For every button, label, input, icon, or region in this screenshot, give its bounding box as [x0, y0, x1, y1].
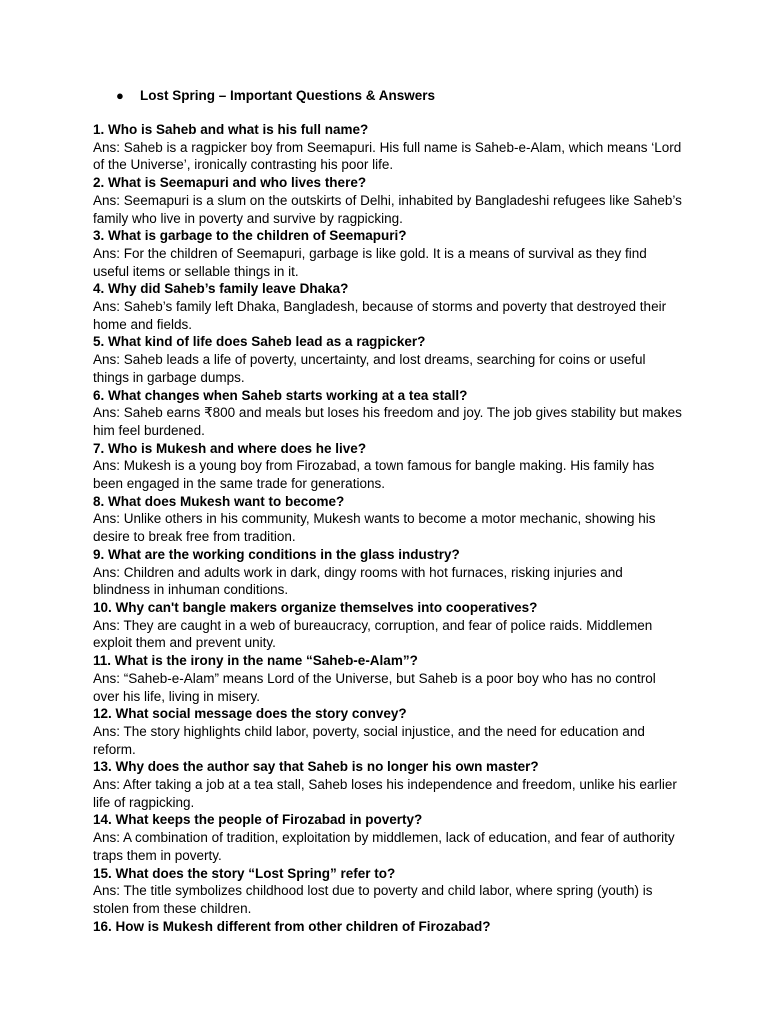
qa-item [93, 174, 683, 227]
question-text: 6. What changes when Saheb starts working at a tea stall? [93, 387, 468, 403]
question-text: 12. What social message does the story convey? [93, 706, 407, 722]
qa-item [93, 280, 683, 333]
qa-item [93, 440, 683, 493]
answer-text: Ans: The title symbolizes childhood lost due to poverty and child labor, where spring (youth) is stolen from these children. [93, 883, 653, 916]
question-text: 13. Why does the author say that Saheb is no longer his own master? [93, 759, 539, 775]
answer-text: Ans: Saheb is a ragpicker boy from Seemapuri. His full name is Saheb-e-Alam, which means ‘Lord of the Universe’, ironically contrasting his poor life. [93, 139, 682, 173]
qa-item [93, 652, 683, 705]
qa-item [93, 387, 683, 440]
qa-item [93, 865, 683, 918]
answer-text: Ans: After taking a job at a tea stall, Saheb loses his independence and freedom, unlike his earlier life of ragpicking. [93, 777, 677, 810]
qa-item [93, 546, 683, 599]
question-text: 7. Who is Mukesh and where does he live? [93, 440, 367, 456]
answer-text: Ans: Seemapuri is a slum on the outskirts of Delhi, inhabited by Bangladeshi refugees like Saheb’s family who live in poverty and survive by ragpicking. [93, 192, 682, 226]
qa-item [93, 493, 683, 546]
question-text: 14. What keeps the people of Firozabad in poverty? [93, 812, 423, 828]
answer-text: Ans: Children and adults work in dark, dingy rooms with hot furnaces, risking injuries and blindness in inhuman conditions. [93, 564, 623, 598]
qa-list [93, 121, 683, 935]
answer-text: Ans: Saheb earns ₹800 and meals but loses his freedom and joy. The job gives stability but makes him feel burdened. [93, 405, 682, 438]
qa-item [93, 811, 683, 864]
question-text: 10. Why can't bangle makers organize themselves into cooperatives? [93, 599, 538, 615]
answer-text: Ans: The story highlights child labor, poverty, social injustice, and the need for education and reform. [93, 723, 645, 757]
answer-text: Ans: They are caught in a web of bureaucracy, corruption, and fear of police raids. Middlemen exploit them and prevent unity. [93, 617, 653, 651]
question-text: 11. What is the irony in the name “Saheb-e-Alam”? [93, 653, 418, 669]
question-text: 8. What does Mukesh want to become? [93, 493, 345, 509]
question-text: 2. What is Seemapuri and who lives there? [93, 175, 367, 191]
answer-text: Ans: For the children of Seemapuri, garbage is like gold. It is a means of survival as they find useful items or sellable things in it. [93, 245, 647, 279]
answer-text: Ans: Saheb’s family left Dhaka, Bangladesh, because of storms and poverty that destroyed their home and fields. [93, 299, 667, 332]
answer-text: Ans: Unlike others in his community, Mukesh wants to become a motor mechanic, showing his desire to break free from tradition. [93, 511, 656, 545]
answer-text: Ans: Mukesh is a young boy from Firozabad, a town famous for bangle making. His family has been engaged in the same trade for generations. [93, 458, 655, 492]
qa-item [93, 333, 683, 386]
answer-text: Ans: A combination of tradition, exploitation by middlemen, lack of education, and fear of authority traps them in poverty. [93, 830, 675, 863]
question-text: 9. What are the working conditions in the glass industry? [93, 546, 460, 562]
qa-item [93, 758, 683, 811]
answer-text: Ans: Saheb leads a life of poverty, uncertainty, and lost dreams, searching for coins or useful things in garbage dumps. [93, 352, 646, 385]
qa-item [93, 918, 683, 936]
question-text: 1. Who is Saheb and what is his full name? [93, 122, 369, 137]
qa-item [93, 599, 683, 652]
question-text: 5. What kind of life does Saheb lead as a ragpicker? [93, 334, 426, 350]
qa-item [93, 121, 683, 174]
question-text: 16. How is Mukesh different from other children of Firozabad? [93, 918, 491, 934]
question-text: 4. Why did Saheb’s family leave Dhaka? [93, 281, 349, 297]
answer-text: Ans: “Saheb-e-Alam” means Lord of the Universe, but Saheb is a poor boy who has no control over his life, living in misery. [93, 670, 656, 704]
qa-item [93, 227, 683, 280]
document-heading [116, 87, 435, 105]
heading-text: Lost Spring – Important Questions & Answers [140, 88, 436, 103]
qa-item [93, 705, 683, 758]
bullet-icon: ● [116, 88, 124, 103]
question-text: 15. What does the story “Lost Spring” refer to? [93, 865, 396, 881]
question-text: 3. What is garbage to the children of Seemapuri? [93, 228, 407, 244]
